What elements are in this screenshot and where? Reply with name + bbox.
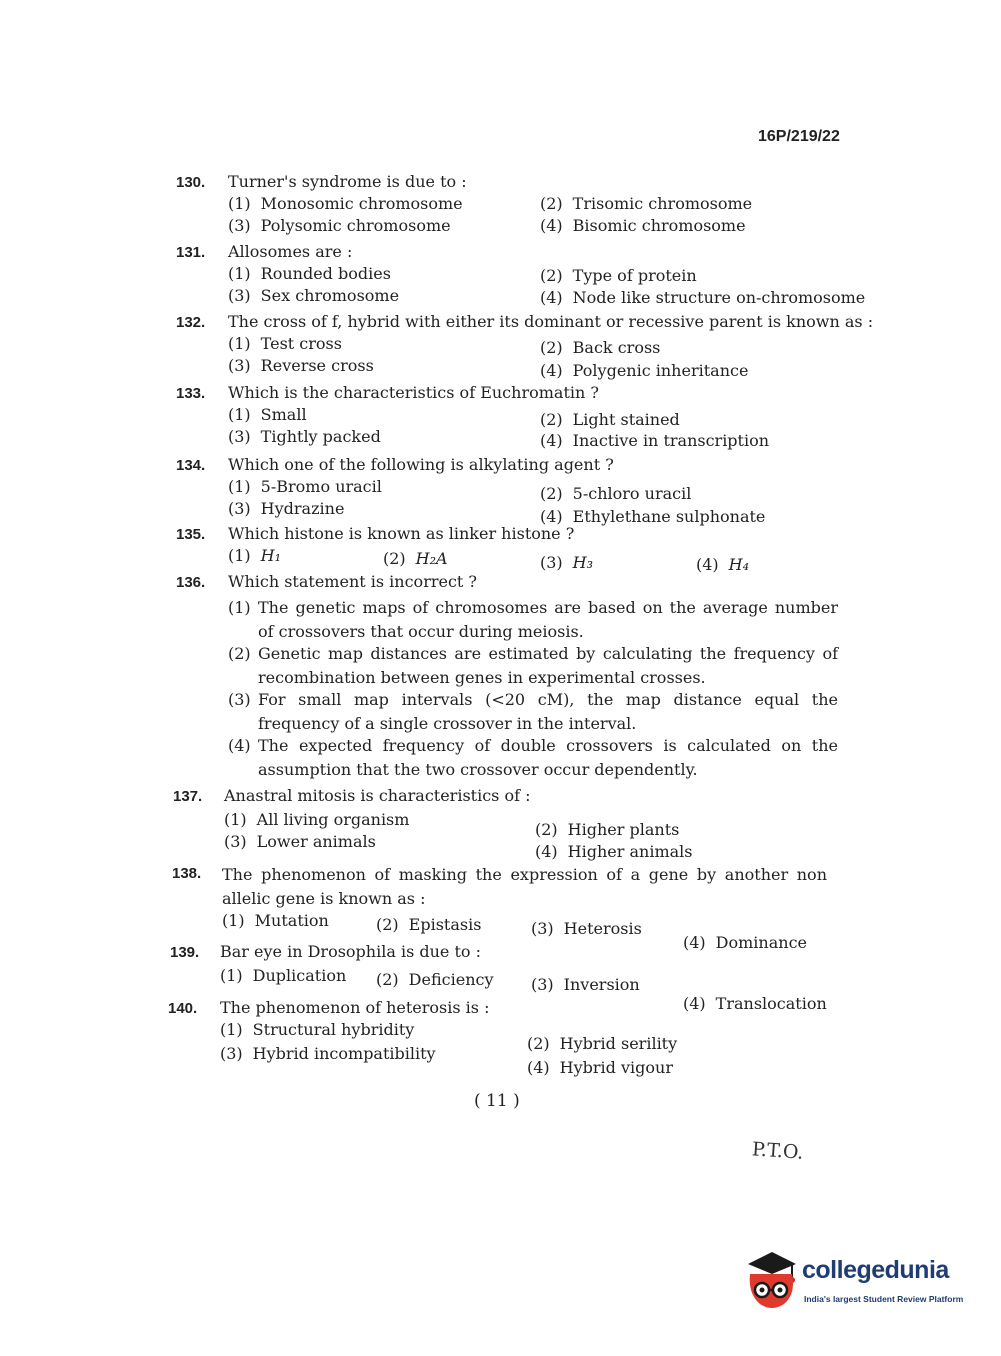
collegedunia-watermark — [742, 1250, 972, 1320]
option-number: (3) — [220, 1044, 243, 1063]
option — [540, 338, 660, 357]
option-number: (1) — [228, 264, 251, 283]
question-text: Turner's syndrome is due to : — [228, 172, 467, 191]
option-text: The expected frequency of double crossovers is calculated on the assumption that the two crossover occur dependently. — [258, 736, 838, 779]
option — [228, 216, 451, 235]
option-text: Trisomic chromosome — [572, 194, 753, 213]
option — [535, 842, 693, 861]
paper-code: 16P/219/22 — [758, 128, 840, 145]
option-text: Hybrid vigour — [559, 1058, 673, 1077]
option-number: (3) — [531, 975, 554, 994]
option-text: Small — [260, 405, 307, 424]
option-number: (4) — [540, 216, 563, 235]
option-number: (3) — [228, 427, 251, 446]
option — [531, 975, 640, 994]
option-text: Dominance — [715, 933, 807, 952]
option — [228, 499, 344, 518]
option-text: Test cross — [260, 334, 342, 353]
question-text: The cross of f, hybrid with either its dominant or recessive parent is known as : — [228, 312, 874, 331]
option-text: 5-Bromo uracil — [260, 477, 382, 496]
option-number: (1) — [228, 334, 251, 353]
option-text: H₄ — [728, 555, 750, 574]
option-number: (1) — [224, 810, 247, 829]
mascot-icon — [742, 1250, 800, 1312]
question-text: The phenomenon of masking the expression of a gene by another non allelic gene is known as : — [222, 865, 827, 908]
option-number: (4) — [540, 431, 563, 450]
option — [222, 911, 329, 930]
option-number: (3) — [228, 356, 251, 375]
option — [527, 1058, 673, 1077]
option — [220, 966, 346, 985]
question-text: Which histone is known as linker histone ? — [228, 524, 575, 543]
option-number: (4) — [540, 288, 563, 307]
option-text: Type of protein — [572, 266, 697, 285]
option-number: (1) — [228, 477, 251, 496]
option — [228, 546, 281, 565]
option-text: Genetic map distances are estimated by calculating the frequency of recombination between genes in experimental crosses. — [258, 644, 838, 687]
option — [376, 970, 494, 989]
option-text: Polysomic chromosome — [260, 216, 451, 235]
option-text: 5-chloro uracil — [572, 484, 692, 503]
option-text: Bisomic chromosome — [572, 216, 746, 235]
option — [540, 216, 746, 235]
option-number: (2) — [540, 484, 563, 503]
question-text: Anastral mitosis is characteristics of : — [224, 786, 531, 805]
option-text: Back cross — [572, 338, 661, 357]
option — [228, 264, 391, 283]
question-number: 133. — [176, 385, 206, 402]
option-text: Light stained — [572, 410, 680, 429]
option-number: (4) — [540, 507, 563, 526]
question-number: 138. — [172, 865, 202, 882]
option-number: (2) — [383, 549, 406, 568]
option — [540, 194, 752, 213]
option-text: Higher animals — [567, 842, 693, 861]
option-text: Lower animals — [256, 832, 376, 851]
option — [683, 994, 827, 1013]
option-text: Structural hybridity — [252, 1020, 415, 1039]
option-number: (3) — [228, 286, 251, 305]
option — [540, 410, 680, 429]
option-number: (1) — [228, 194, 251, 213]
option-text: Heterosis — [563, 919, 642, 938]
question-number: 132. — [176, 314, 206, 331]
watermark-name: collegedunia — [802, 1256, 949, 1284]
option-text: Reverse cross — [260, 356, 374, 375]
question-number: 140. — [168, 1000, 198, 1017]
option-number: (3) — [228, 216, 251, 235]
question-number: 137. — [173, 788, 203, 805]
option-number: (3) — [531, 919, 554, 938]
option-number: (2) — [376, 970, 399, 989]
option — [220, 1044, 436, 1063]
question-text: Allosomes are : — [228, 242, 353, 261]
option-text: Hydrazine — [260, 499, 345, 518]
option — [540, 431, 769, 450]
option-number: (1) — [228, 598, 251, 617]
option-text: Epistasis — [408, 915, 482, 934]
option-number: (2) — [540, 410, 563, 429]
option-text: Polygenic inheritance — [572, 361, 749, 380]
question-number: 136. — [176, 574, 206, 591]
option — [228, 477, 382, 496]
question-number: 135. — [176, 526, 206, 543]
option-text: Ethylethane sulphonate — [572, 507, 766, 526]
option — [228, 427, 381, 446]
option — [383, 549, 448, 568]
option-text: Hybrid serility — [559, 1034, 678, 1053]
option — [540, 553, 593, 572]
question-number: 131. — [176, 244, 206, 261]
option-number: (3) — [224, 832, 247, 851]
option-text: All living organism — [256, 810, 410, 829]
question-number: 134. — [176, 457, 206, 474]
option-number: (1) — [228, 405, 251, 424]
option — [228, 734, 838, 782]
option-number: (4) — [683, 933, 706, 952]
option-text: H₁ — [260, 546, 282, 565]
option-text: Tightly packed — [260, 427, 381, 446]
watermark-tagline: India's largest Student Review Platform — [804, 1294, 964, 1304]
option — [224, 832, 376, 851]
option — [683, 933, 807, 952]
option — [540, 484, 691, 503]
question-text: The phenomenon of heterosis is : — [220, 998, 490, 1017]
question-text: Which is the characteristics of Euchromatin ? — [228, 383, 599, 402]
option — [540, 288, 865, 307]
option — [540, 361, 748, 380]
option — [228, 642, 838, 690]
option — [376, 915, 481, 934]
option-number: (4) — [527, 1058, 550, 1077]
option-number: (2) — [540, 338, 563, 357]
option — [228, 286, 399, 305]
option-number: (2) — [540, 266, 563, 285]
option-text: Deficiency — [408, 970, 494, 989]
option-number: (3) — [540, 553, 563, 572]
option — [527, 1034, 677, 1053]
question-text: Which statement is incorrect ? — [228, 572, 478, 591]
option-text: H₃ — [572, 553, 594, 572]
option-number: (4) — [683, 994, 706, 1013]
option-number: (3) — [228, 690, 251, 709]
option — [531, 919, 642, 938]
option — [228, 596, 838, 644]
option — [220, 1020, 414, 1039]
option-text: Duplication — [252, 966, 347, 985]
option-number: (4) — [696, 555, 719, 574]
option-number: (1) — [220, 1020, 243, 1039]
option — [228, 334, 342, 353]
option-text: Monosomic chromosome — [260, 194, 463, 213]
option — [228, 405, 307, 424]
option-text: Inversion — [563, 975, 640, 994]
question-number: 130. — [176, 174, 206, 191]
option-number: (2) — [228, 644, 251, 663]
option-number: (1) — [222, 911, 245, 930]
option-text: Higher plants — [567, 820, 680, 839]
option-number: (2) — [540, 194, 563, 213]
option — [228, 356, 374, 375]
option-number: (1) — [220, 966, 243, 985]
option-text: Sex chromosome — [260, 286, 400, 305]
option-text: Rounded bodies — [260, 264, 391, 283]
option-text: Hybrid incompatibility — [252, 1044, 436, 1063]
option-number: (1) — [228, 546, 251, 565]
option-text: Mutation — [254, 911, 329, 930]
option-number: (2) — [376, 915, 399, 934]
option-number: (3) — [228, 499, 251, 518]
option-number: (2) — [527, 1034, 550, 1053]
page-number: ( 11 ) — [474, 1091, 520, 1111]
option-text: Inactive in transcription — [572, 431, 770, 450]
option-number: (4) — [535, 842, 558, 861]
option-number: (4) — [540, 361, 563, 380]
option-text: Translocation — [715, 994, 827, 1013]
option-number: (2) — [535, 820, 558, 839]
option — [696, 555, 749, 574]
question-text: Which one of the following is alkylating agent ? — [228, 455, 614, 474]
option-number: (4) — [228, 736, 251, 755]
option-text: Node like structure on-chromosome — [572, 288, 866, 307]
option — [540, 266, 697, 285]
option-text: For small map intervals (<20 cM), the map distance equal the frequency of a single crossover in the interval. — [258, 690, 838, 733]
option-text: H₂A — [415, 549, 448, 568]
option — [535, 820, 679, 839]
option-text: The genetic maps of chromosomes are based on the average number of crossovers that occur during meiosis. — [258, 598, 838, 641]
option — [224, 810, 409, 829]
question-number: 139. — [170, 944, 200, 961]
question-text: Bar eye in Drosophila is due to : — [220, 942, 482, 961]
option — [228, 688, 838, 736]
pto-note: P.T.O. — [751, 1138, 805, 1164]
option — [228, 194, 463, 213]
